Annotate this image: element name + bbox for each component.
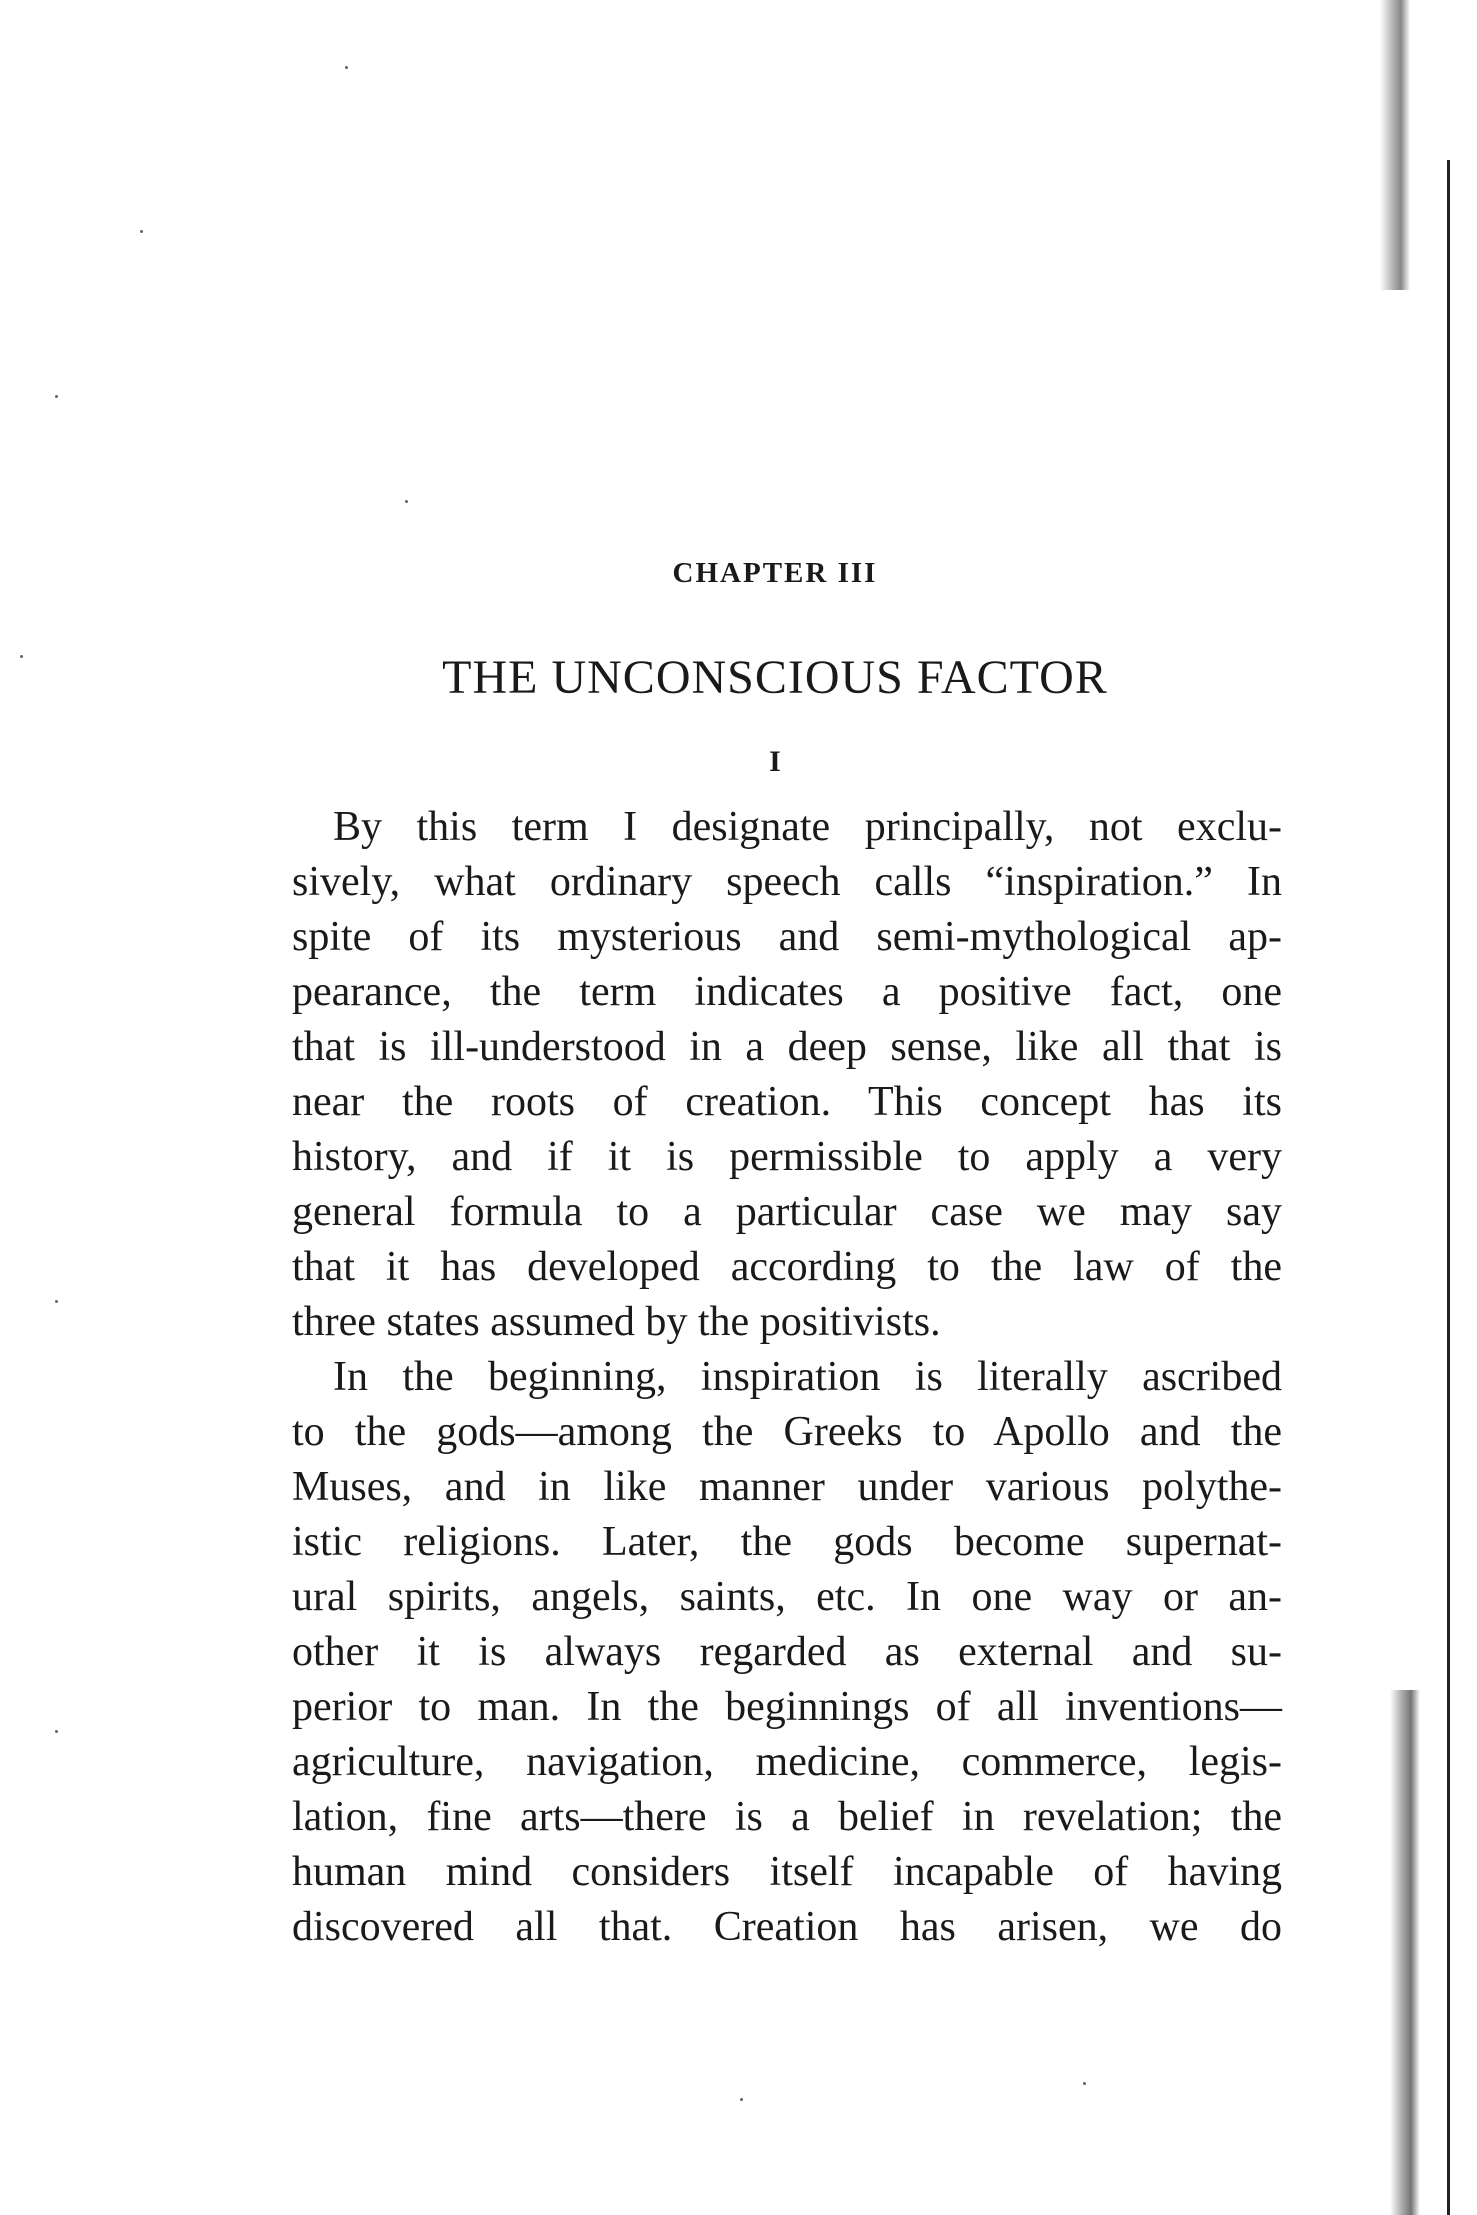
text-line: that is ill-understood in a deep sense, like all that is (292, 1024, 1282, 1070)
text-line: history, and if it is permissible to apply a very (292, 1134, 1282, 1180)
text-line: three states assumed by the positivists. (292, 1299, 941, 1345)
text-line: other it is always regarded as external and su- (292, 1629, 1282, 1675)
text-line: human mind considers itself incapable of having (292, 1849, 1282, 1895)
paper-speck (55, 395, 58, 398)
paragraph (292, 800, 1282, 1350)
paragraph (292, 1350, 1282, 1955)
text-line: to the gods—among the Greeks to Apollo and the (292, 1409, 1282, 1455)
binding-shadow-top (1380, 0, 1410, 290)
paper-speck (345, 66, 348, 69)
paper-speck (140, 230, 143, 233)
text-line: spite of its mysterious and semi-mythological ap- (292, 914, 1282, 960)
chapter-title: THE UNCONSCIOUS FACTOR (442, 651, 1108, 704)
text-line: discovered all that. Creation has arisen, we do (292, 1904, 1282, 1950)
text-line: lation, fine arts—there is a belief in revelation; the (292, 1794, 1282, 1840)
text-line: near the roots of creation. This concept has its (292, 1079, 1282, 1125)
chapter-label: CHAPTER III (672, 557, 878, 589)
paper-speck (55, 1730, 58, 1733)
paper-speck (55, 1300, 58, 1303)
binding-shadow-bottom (1390, 1690, 1420, 2215)
paper-speck (740, 2098, 743, 2101)
text-line: that it has developed according to the law of the (292, 1244, 1282, 1290)
text-line: istic religions. Later, the gods become supernat- (292, 1519, 1282, 1565)
text-line: By this term I designate principally, not exclu- (333, 804, 1282, 850)
paper-speck (1083, 2082, 1086, 2085)
body-text (292, 800, 1282, 1955)
paper-speck (405, 500, 408, 503)
text-line: pearance, the term indicates a positive fact, one (292, 969, 1282, 1015)
text-line: Muses, and in like manner under various polythe- (292, 1464, 1282, 1510)
text-line: perior to man. In the beginnings of all inventions— (292, 1684, 1282, 1730)
text-line: sively, what ordinary speech calls “inspiration.” In (292, 859, 1282, 905)
text-line: ural spirits, angels, saints, etc. In one way or an- (292, 1574, 1282, 1620)
text-line: general formula to a particular case we may say (292, 1189, 1282, 1235)
section-numeral: I (769, 745, 781, 778)
text-line: In the beginning, inspiration is literally ascribed (333, 1354, 1282, 1400)
page-edge-line (1447, 160, 1450, 2215)
text-line: agriculture, navigation, medicine, commerce, legis- (292, 1739, 1282, 1785)
